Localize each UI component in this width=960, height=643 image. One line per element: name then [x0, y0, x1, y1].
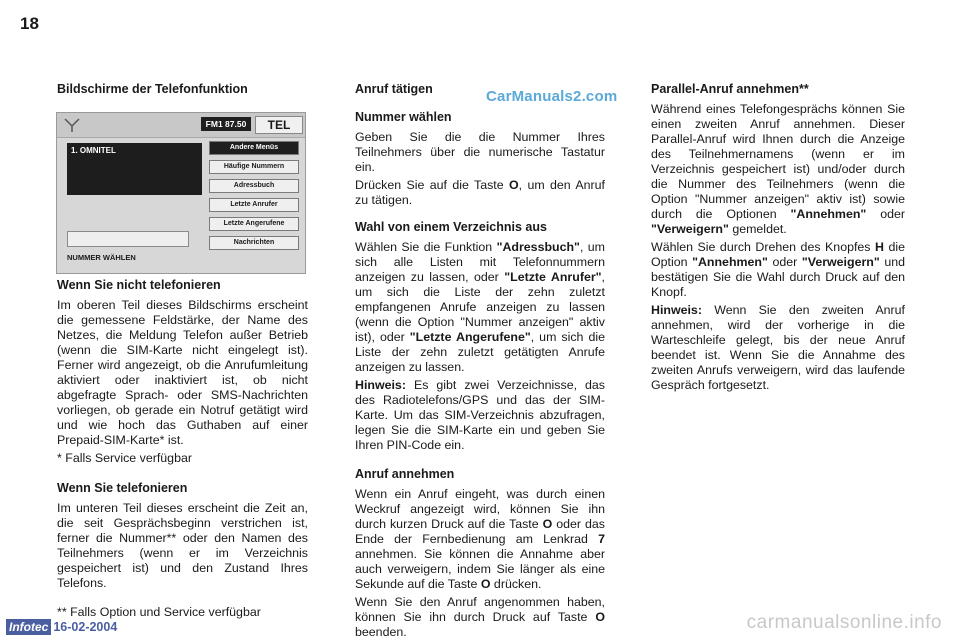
site-watermark: carmanualsonline.info — [746, 612, 942, 633]
menu-item-address-book: Adressbuch — [209, 179, 299, 193]
right-column — [651, 82, 905, 396]
footnote-option-service: ** Falls Option und Service verfügbar — [57, 605, 261, 619]
phone-screen-figure — [56, 112, 306, 274]
menu-item-last-callers: Letzte Anrufer — [209, 198, 299, 212]
paragraph-not-calling: Im oberen Teil dieses Bildschirms erscheint die gemessene Feldstärke, der Name des Netzes, die Meldung Telefon außer Betrieb (wenn die SIM-Karte nicht eingelegt ist). Ferner wird angezeigt, ob die Anrufumleitung aktiviert oder inaktiviert ist, ob nicht abgefragte Sprach- oder SMS-Nachrichten vorliegen, ob gerade ein Notruf getätigt wird und wie hoch das Guthaben auf einer Prepaid-SIM-Karte* ist. — [57, 298, 308, 447]
paragraph-hint-directory: Hinweis: Es gibt zwei Verzeichnisse, das des Radiotelefons/GPS und das der SIM-Karte. Um das SIM-Verzeichnis abzufragen, legen Sie die SIM-Karte ein und geben Sie Ihren PIN-Code ein. — [355, 378, 605, 452]
footnote-service: * Falls Service verfügbar — [57, 451, 192, 465]
section-title-parallel-call: Parallel-Anruf annehmen** — [651, 82, 809, 96]
paragraph-select-option: Wählen Sie durch Drehen des Knopfes H die Option "Annehmen" oder "Verweigern" und bestätigen Sie die Wahl durch Druck auf den Knopf. — [651, 240, 906, 299]
menu-item-messages: Nachrichten — [209, 236, 299, 250]
network-name: 1. OMNITEL — [71, 146, 116, 155]
infotec-logo: Infotec — [6, 619, 51, 635]
paragraph-calling: Im unteren Teil dieses erscheint die Zeit an, die seit Gesprächsbeginn verstrichen ist, ferner die Nummer** oder den Namen des Teilnehmers (wenn er im Verzeichnis gespeichert ist) und den Zustand Ihres Telefons. — [57, 501, 308, 590]
dial-number-label: NUMMER WÄHLEN — [67, 253, 136, 262]
menu-item-last-called: Letzte Angerufene — [209, 217, 299, 231]
left-text-block — [57, 278, 308, 620]
page-number: 18 — [20, 14, 39, 33]
heading-not-calling: Wenn Sie nicht telefonieren — [57, 278, 221, 292]
paragraph-hint-parallel: Hinweis: Wenn Sie den zweiten Anruf annehmen, wird der vorherige in die Warteschleife gelegt, bis der neue Anruf beendet ist. Wenn Sie die Annahme des zweiten Anrufs verweigern, wird das laufende Gespräch fortgesetzt. — [651, 303, 905, 392]
paragraph-dial-2: Drücken Sie auf die Taste O, um den Anruf zu tätigen. — [355, 178, 605, 207]
heading-directory: Wahl von einem Verzeichnis aus — [355, 220, 547, 234]
menu-item-frequent-numbers: Häufige Nummern — [209, 160, 299, 174]
paragraph-accept-call: Wenn ein Anruf eingeht, was durch einen Weckruf angezeigt wird, können Sie ihn durch kurzen Druck auf die Taste O oder das Ende der Fernbedienung am Lenkrad 7 annehmen. Sie können die Annahme aber auch verweigern, indem Sie länger als eine Sekunde auf die Taste O drücken. — [355, 487, 605, 591]
footer — [6, 618, 117, 636]
antenna-icon — [63, 117, 81, 133]
menu-item-other-menus: Andere Menüs — [209, 141, 299, 155]
middle-column — [355, 82, 605, 643]
section-title-make-call: Anruf tätigen — [355, 82, 433, 96]
network-name-box — [67, 143, 202, 195]
phone-menu — [209, 141, 299, 255]
dial-number-field — [67, 231, 189, 247]
paragraph-end-call: Wenn Sie den Anruf angenommen haben, können Sie ihn durch Druck auf Taste O beenden. — [355, 595, 605, 639]
heading-dial-number: Nummer wählen — [355, 110, 452, 124]
paragraph-parallel-call: Während eines Telefongesprächs können Sie einen zweiten Anruf annehmen. Dieser Parallel-Anruf wird Ihnen durch die Anzeige des Teilnehmernamens (wenn er im Verzeichnis gespeichert ist) und/oder durch die Nummer des Teilnehmers (wenn die Option "Nummer anzeigen" aktiv ist) sowie durch die Optionen "Annehmen" oder "Verweigern" gemeldet. — [651, 102, 905, 236]
screen-top-bar — [57, 113, 305, 138]
watermark: CarManuals2.com — [486, 88, 618, 105]
print-date: 16-02-2004 — [53, 620, 118, 634]
paragraph-dial-1: Geben Sie die die Nummer Ihres Teilnehmers über die numerische Tastatur ein. — [355, 130, 605, 174]
paragraph-directory: Wählen Sie die Funktion "Adressbuch", um sich alle Listen mit Telefonnummern anzeigen zu lassen, oder "Letzte Anrufer", um sich die Liste der zehn zuletzt empfangenen Anrufe anzeigen zu lassen (wenn die Option "Nummer anzeigen" aktiv ist), oder "Letzte Angerufene", um sich die Liste der zehn zuletzt getätigten Anrufe anzeigen zu lassen. — [355, 240, 605, 374]
heading-accept-call: Anruf annehmen — [355, 467, 455, 481]
tel-mode-label: TEL — [255, 116, 303, 134]
radio-station-display: FM1 87.50 — [201, 117, 251, 131]
heading-calling: Wenn Sie telefonieren — [57, 481, 188, 495]
section-title-screens: Bildschirme der Telefonfunktion — [57, 82, 248, 96]
